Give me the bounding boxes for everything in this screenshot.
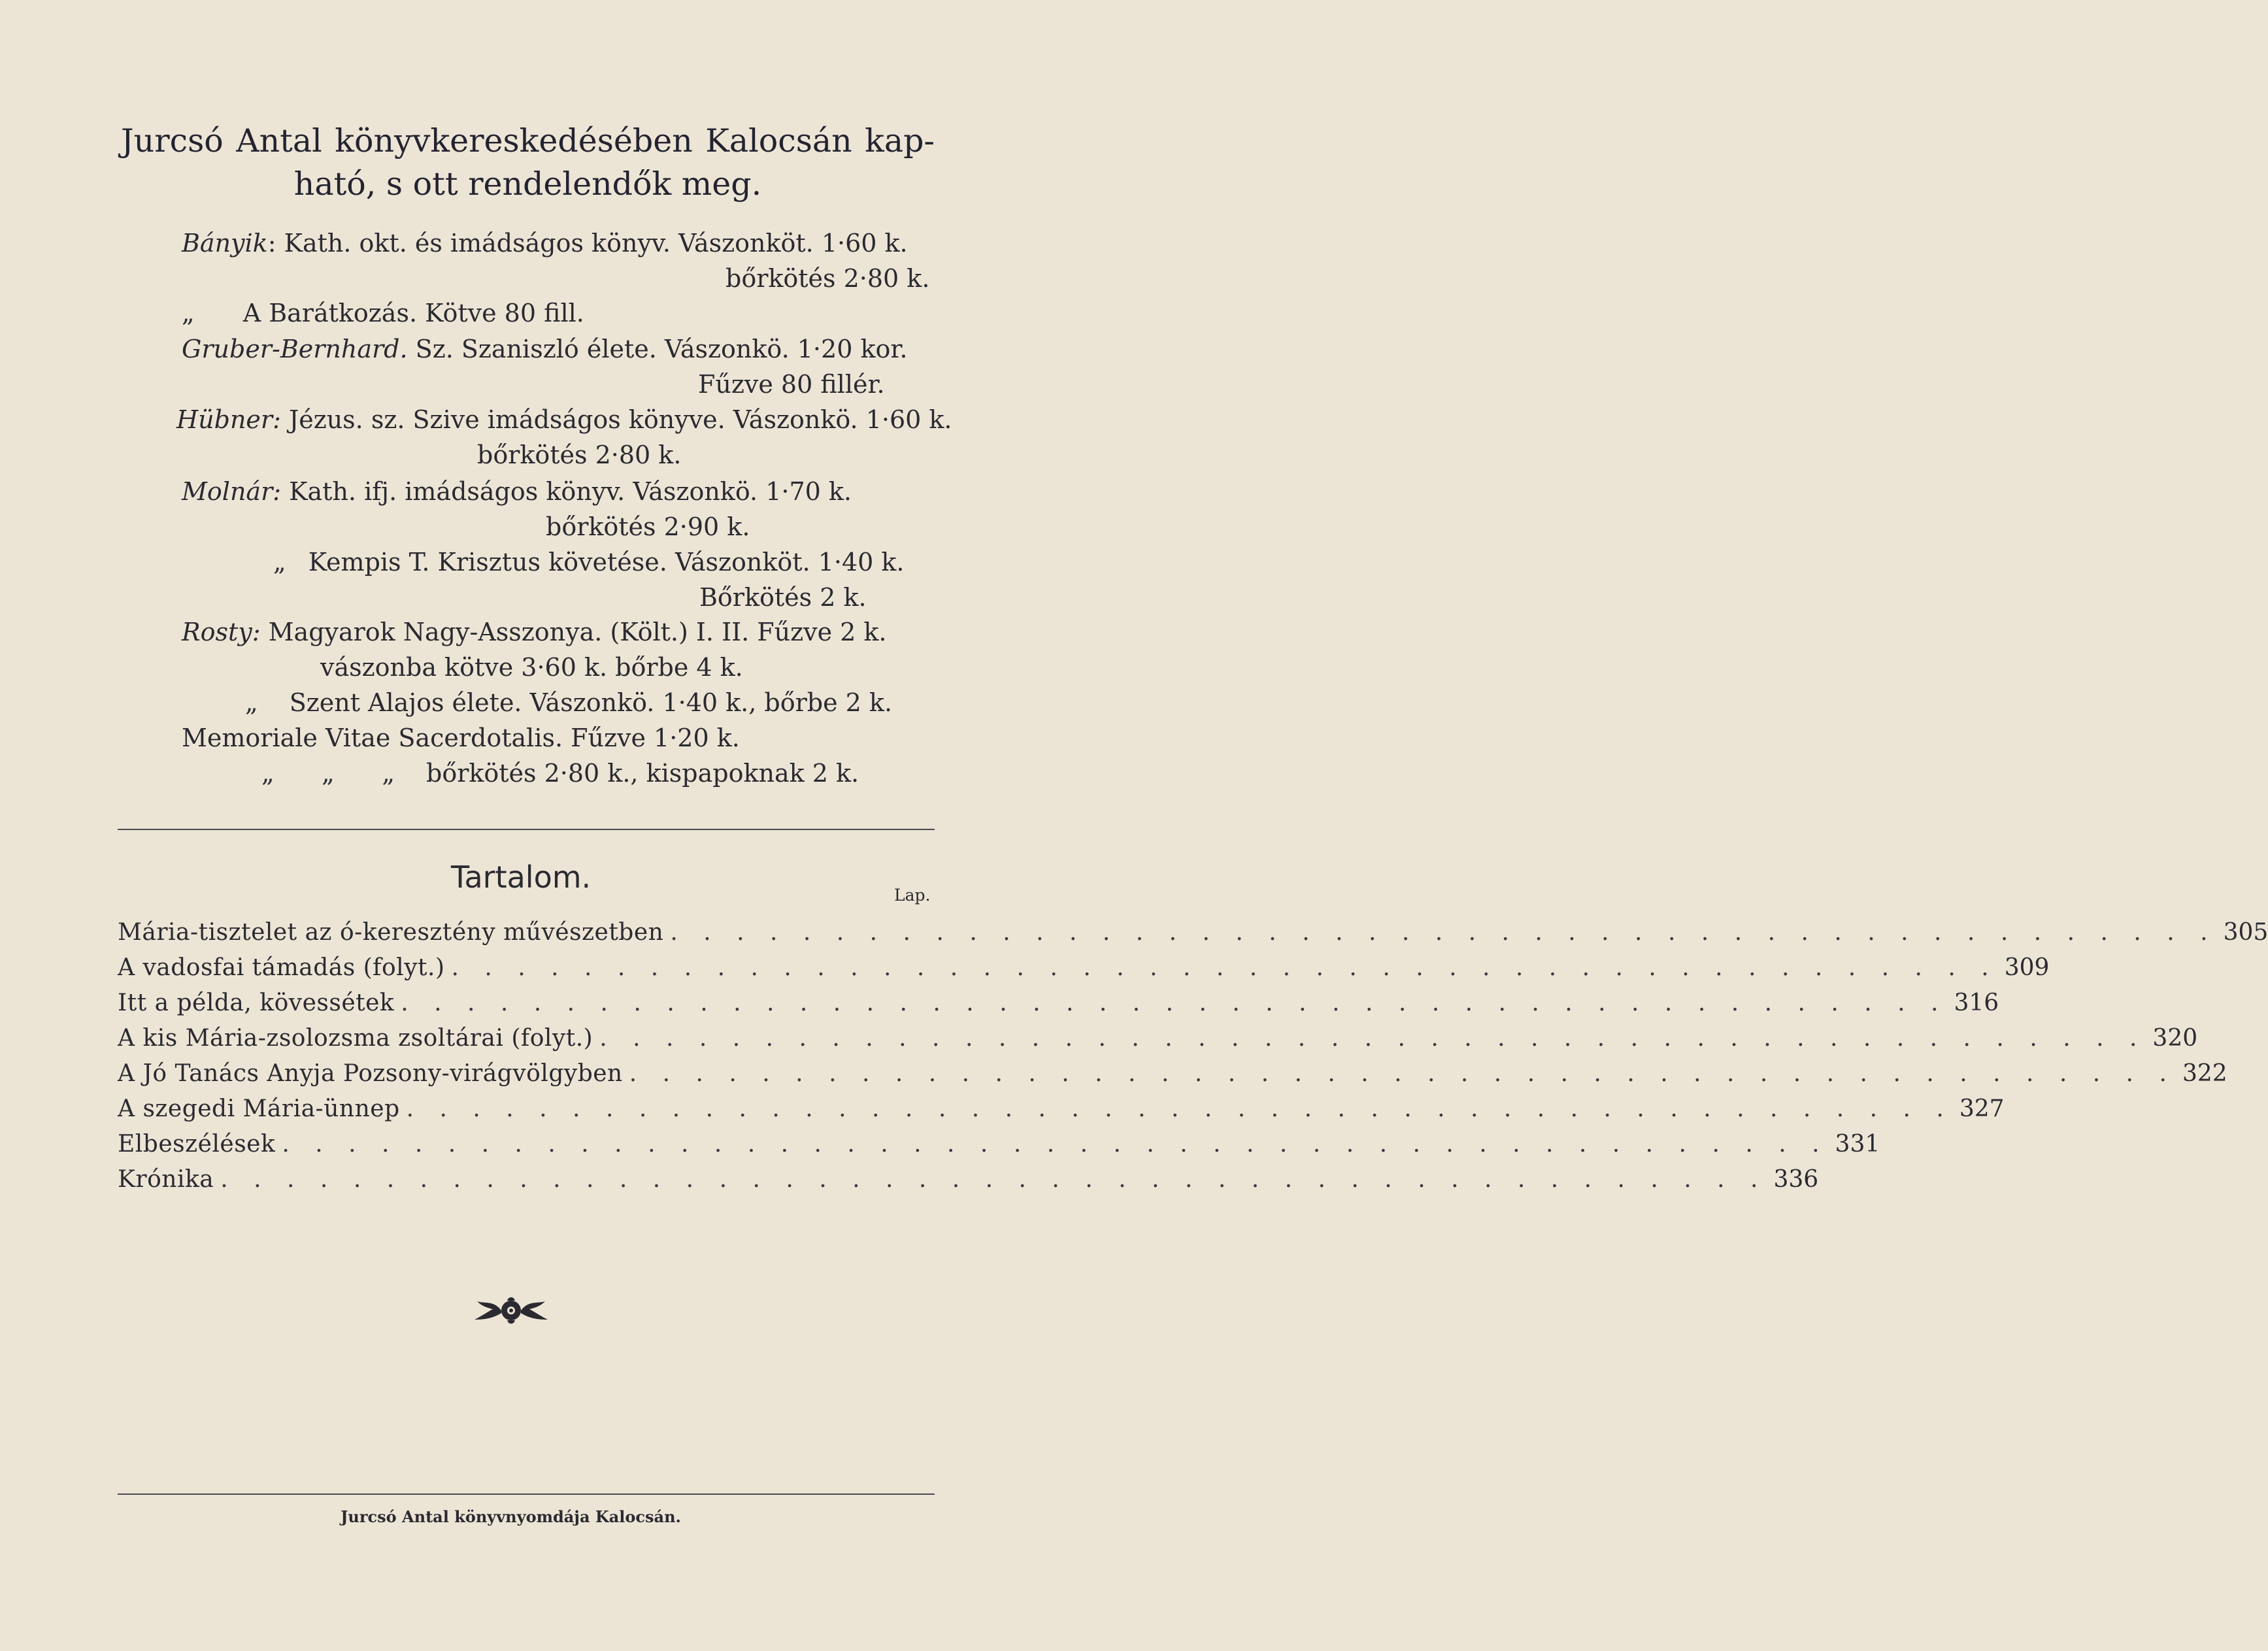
heading-line-2: ható, s ott rendelendők meg. (293, 165, 762, 203)
book-details: Szent Alajos élete. Vászonkö. 1·40 k., bőrbe 2 k. (289, 688, 893, 717)
toc-entry (118, 1022, 2198, 1055)
book-entry-alajos (245, 688, 892, 717)
footer-divider (118, 1493, 935, 1495)
toc-entry (118, 1093, 2005, 1126)
author-name: Rosty: (182, 618, 261, 646)
toc-leader-dots: . . . . . . . . . . . . . . . . . . . . . . . . . . . . . . . . . . . . . . . . . . . . . . . (451, 954, 1998, 981)
toc-entry-page: 316 (1954, 990, 1999, 1016)
book-details: Jézus. sz. Szive imádságos könyve. Vászonkö. 1·60 k. (288, 405, 952, 434)
toc-entry-page: 305 (2223, 919, 2268, 946)
toc-entry (118, 916, 2268, 949)
book-entry-continuation: bőrkötés 2·90 k. (546, 512, 750, 541)
book-entry-banyik (182, 229, 908, 258)
toc-entry-title: Elbeszélések (118, 1131, 276, 1158)
toc-entry-title: A kis Mária-zsolozsma zsoltárai (folyt.) (118, 1025, 593, 1052)
toc-leader-dots: . . . . . . . . . . . . . . . . . . . . . . . . . . . . . . . . . . . . . . . . . . . . . . . (599, 1025, 2146, 1052)
book-details: Magyarok Nagy-Asszonya. (Költ.) I. II. Fűzve 2 k. (268, 618, 887, 646)
toc-entry-page: 336 (1773, 1166, 1819, 1193)
book-entry-baratkozas (182, 299, 584, 327)
page-column-label: Lap. (894, 886, 931, 905)
toc-leader-dots: . . . . . . . . . . . . . . . . . . . . . . . . . . . . . . . . . . . . . . . . . . . . . . . (220, 1166, 1767, 1193)
printer-imprint: Jurcsó Antal könyvnyomdája Kalocsán. (341, 1507, 681, 1526)
toc-entry-page: 322 (2182, 1060, 2227, 1087)
book-entry-hubner (176, 405, 952, 434)
section-divider (118, 829, 935, 830)
toc-entry-page: 327 (1959, 1095, 2005, 1122)
toc-entry-page: 331 (1835, 1131, 1880, 1158)
advertisement-heading (121, 120, 935, 206)
book-entry-rosty (182, 618, 887, 646)
toc-entry (118, 1128, 1880, 1161)
book-entry-memoriale: Memoriale Vitae Sacerdotalis. Fűzve 1·20 k. (182, 724, 740, 752)
book-entry-continuation: bőrkötés 2·80 k. (477, 441, 682, 469)
ditto-marks: „ „ „ (261, 759, 395, 788)
book-entry-continuation: Fűzve 80 fillér. (698, 370, 885, 399)
toc-entry (118, 952, 2050, 984)
book-entry-continuation: Bőrkötés 2 k. (699, 583, 867, 612)
floral-ornament (471, 1291, 552, 1330)
toc-entry (118, 1163, 1819, 1196)
toc-entry-title: Krónika (118, 1166, 214, 1193)
toc-leader-dots: . . . . . . . . . . . . . . . . . . . . . . . . . . . . . . . . . . . . . . . . . . . . . . . (406, 1095, 1953, 1122)
toc-leader-dots: . . . . . . . . . . . . . . . . . . . . . . . . . . . . . . . . . . . . . . . . . . . . . . . (282, 1131, 1829, 1158)
author-name: Molnár: (182, 477, 282, 506)
toc-entry-title: A vadosfai támadás (folyt.) (118, 954, 445, 981)
ditto-mark: „ (273, 548, 286, 576)
ditto-mark: „ (182, 299, 195, 327)
author-name: Hübner: (176, 405, 281, 434)
book-details: Kempis T. Krisztus követése. Vászonköt. 1·40 k. (308, 548, 905, 576)
book-entry-gruber (182, 335, 907, 363)
toc-entry-title: Mária-tisztelet az ó-keresztény művészetben (118, 919, 664, 946)
toc-entry (118, 987, 1999, 1020)
toc-title: Tartalom. (451, 859, 592, 895)
book-details: Sz. Szaniszló élete. Vászonkö. 1·20 kor. (415, 335, 908, 363)
toc-entry-page: 320 (2152, 1025, 2198, 1052)
book-entry-molnar (182, 477, 852, 506)
ditto-mark: „ (245, 688, 258, 717)
book-entry-continuation: bőrkötés 2·80 k. (725, 264, 930, 293)
book-entry-memoriale-leather (261, 759, 859, 788)
book-details: bőrkötés 2·80 k., kispapoknak 2 k. (426, 759, 859, 788)
toc-entry-title: A Jó Tanács Anyja Pozsony-virágvölgyben (118, 1060, 623, 1087)
heading-line-1: Jurcsó Antal könyvkereskedésében Kalocsán kap- (121, 122, 935, 159)
book-entry-kempis (273, 548, 904, 576)
toc-entry-page: 309 (2004, 954, 2050, 981)
book-entry-continuation: vászonba kötve 3·60 k. bőrbe 4 k. (320, 653, 743, 682)
toc-leader-dots: . . . . . . . . . . . . . . . . . . . . . . . . . . . . . . . . . . . . . . . . . . . . . . . (670, 919, 2217, 946)
toc-entry-title: Itt a példa, kövessétek (118, 990, 395, 1016)
toc-leader-dots: . . . . . . . . . . . . . . . . . . . . . . . . . . . . . . . . . . . . . . . . . . . . . . . (401, 990, 1948, 1016)
book-details: : Kath. okt. és imádságos könyv. Vászonköt. 1·60 k. (267, 229, 908, 258)
author-name: Bányik (182, 229, 268, 258)
author-name: Gruber-Bernhard. (182, 335, 408, 363)
toc-entry-title: A szegedi Mária-ünnep (118, 1095, 400, 1122)
book-details: A Barátkozás. Kötve 80 fill. (242, 299, 584, 327)
toc-leader-dots: . . . . . . . . . . . . . . . . . . . . . . . . . . . . . . . . . . . . . . . . . . . . . . . (629, 1060, 2176, 1087)
toc-entry (118, 1058, 2227, 1090)
book-details: Kath. ifj. imádságos könyv. Vászonkö. 1·70 k. (289, 477, 852, 506)
